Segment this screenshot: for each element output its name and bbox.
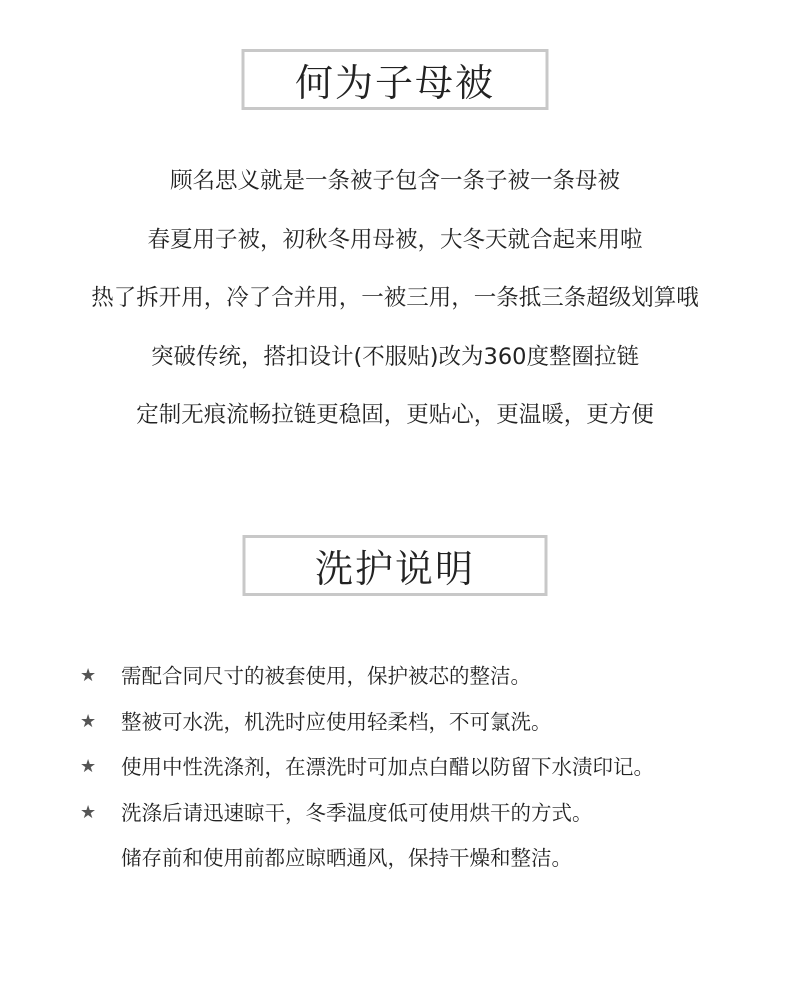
description-line: 热了拆开用，冷了合并用，一被三用，一条抵三条超级划算哦 (91, 285, 699, 311)
care-item-text: 储存前和使用前都应晾晒通风，保持干燥和整洁。 (121, 846, 572, 870)
star-icon: ★ (80, 756, 97, 777)
care-item (0, 838, 790, 884)
care-item-text: 使用中性洗涤剂，在漂洗时可加点白醋以防留下水渍印记。 (121, 755, 654, 779)
section-title-box-care (243, 535, 548, 596)
description-line: 定制无痕流畅拉链更稳固，更贴心，更温暖，更方便 (136, 402, 654, 428)
section-title-quilt: 何为子母被 (294, 61, 495, 105)
care-item-text: 整被可水洗，机洗时应使用轻柔档，不可氯洗。 (121, 709, 552, 734)
care-item (0, 702, 790, 748)
description-line: 顾名思义就是一条被子包含一条子被一条母被 (169, 168, 620, 194)
star-icon: ★ (80, 665, 97, 686)
section-title-care: 洗护说明 (314, 547, 475, 591)
care-item (0, 656, 790, 702)
description-line: 突破传统，搭扣设计(不服贴)改为360度整圈拉链 (150, 343, 639, 370)
quilt-description-list (0, 161, 790, 454)
description-line: 春夏用子被，初秋冬用母被，大冬天就合起来用啦 (147, 226, 643, 253)
star-icon: ★ (80, 710, 97, 732)
care-instructions-list (0, 656, 790, 884)
care-item-text: 洗涤后请迅速晾干，冬季温度低可使用烘干的方式。 (121, 800, 593, 825)
care-item (0, 747, 790, 793)
section-title-box-quilt (242, 49, 549, 110)
care-item-text: 需配合同尺寸的被套使用，保护被芯的整洁。 (121, 664, 531, 688)
care-item (0, 793, 790, 839)
star-icon: ★ (80, 801, 97, 823)
